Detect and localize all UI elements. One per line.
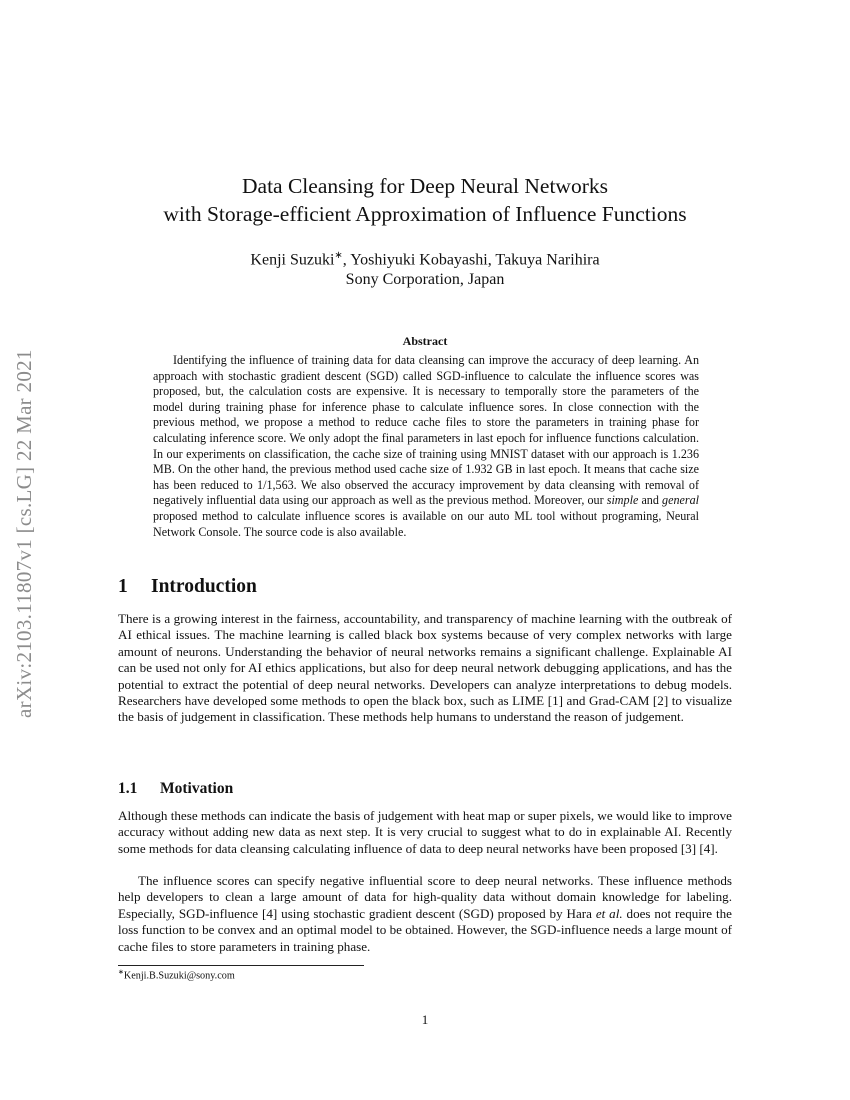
title-line-1: Data Cleansing for Deep Neural Networks [242,174,608,198]
abstract-text [153,353,699,540]
page-number: 1 [421,1012,429,1027]
section-title: Introduction [151,576,257,597]
affiliation: Sony Corporation, Japan [345,271,505,289]
paper-title [118,172,732,228]
footnote-divider [118,965,364,966]
abstract-emphasis-simple: simple [606,493,639,508]
first-author: Kenji Suzuki [250,251,335,269]
subsection-number: 1.1 [118,780,138,797]
abstract-emphasis-general: general [662,493,699,508]
subsection-heading-motivation [118,780,233,798]
abstract-part-2: and [638,493,663,508]
introduction-paragraph: There is a growing interest in the fairness, accountability, and transparency of machine learning with the outbreak of AI ethical issues. The machine learning is called black box systems because of very complex networks with large amount of neurons. Understanding the behavior of neural networks remains a significant challenge. Explainable AI can be used not only for AI ethics applications, but also for deep neural network debugging applications, and has the potential to extract the potential of deep neural networks. Developers can analyze interpretations to debug models. Researchers have developed some methods to open the black box, such as LIME [1] and Grad-CAM [2] to visualize the basis of judgement in classification. These methods help humans to understand the reason of judgement. [118,611,732,725]
section-number: 1 [118,576,128,597]
abstract-heading: Abstract [402,334,448,348]
et-al-emphasis: et al. [595,905,623,921]
motivation-paragraph-2-part-a: The influence scores can specify negative influential score to deep neural networks. These influence methods help developers to clean a large amount of data for high-quality data without domain knowledge for labeling. Especially, SGD-influence [4] using stochastic gradient descent (SGD) proposed by Hara [118,873,732,921]
motivation-paragraph-2-part-b: does not require the loss function to be convex and an optimal model to be obtained. However, the SGD-influence needs a large mount of cache files to store parameters in training phase. [118,905,732,954]
other-authors: , Yoshiyuki Kobayashi, Takuya Narihira [342,251,600,269]
footnote [118,968,235,981]
abstract-part-1: Identifying the influence of training data for data cleansing can improve the accuracy of deep learning. An approach with stochastic gradient descent (SGD) called SGD-influence to calculate the influence scores was proposed, but, the calculation costs are expensive. It is necessary to temporally store the parameters of the model during training phase for inference phase to calculate influence sores. In close connection with the previous method, we propose a method to reduce cache files to store the parameters in training phase for calculating inference score. We only adopt the final parameters in last epoch for influence functions calculation. In our experiments on classification, the cache size of training using MNIST dataset with our approach is 1.236 MB. On the other hand, the previous method used cache size of 1.932 GB in last epoch. It means that cache size has been reduced to 1/1,563. We also observed the accuracy improvement by data cleansing with removal of negatively influential data using our approach as well as the previous method. Moreover, our [153,353,699,508]
motivation-paragraph-1: Although these methods can indicate the basis of judgement with heat map or super pixels, we would like to improve accuracy without adding new data as next step. It is very crucial to suggest what to do in explainable AI. Recently some methods for data cleansing calculating influence of data to deep neural networks have been proposed [3] [4]. [118,808,732,856]
subsection-title: Motivation [160,780,234,797]
section-heading-introduction [118,576,257,598]
arxiv-identifier: arXiv:2103.11807v1 [cs.LG] 22 Mar 2021 [12,349,36,719]
abstract-part-3: proposed method to calculate influence scores is available on our auto ML tool without programing, Neural Network Console. The source code is also available. [153,508,699,539]
title-line-2: with Storage-efficient Approximation of Influence Functions [163,202,687,226]
footnote-marker: ∗ [118,968,124,976]
author-block [118,246,732,290]
author-names [118,246,732,270]
footnote-email: Kenji.B.Suzuki@sony.com [123,970,235,982]
motivation-paragraph-2 [118,873,732,955]
footnote-mark: ∗ [334,250,343,261]
